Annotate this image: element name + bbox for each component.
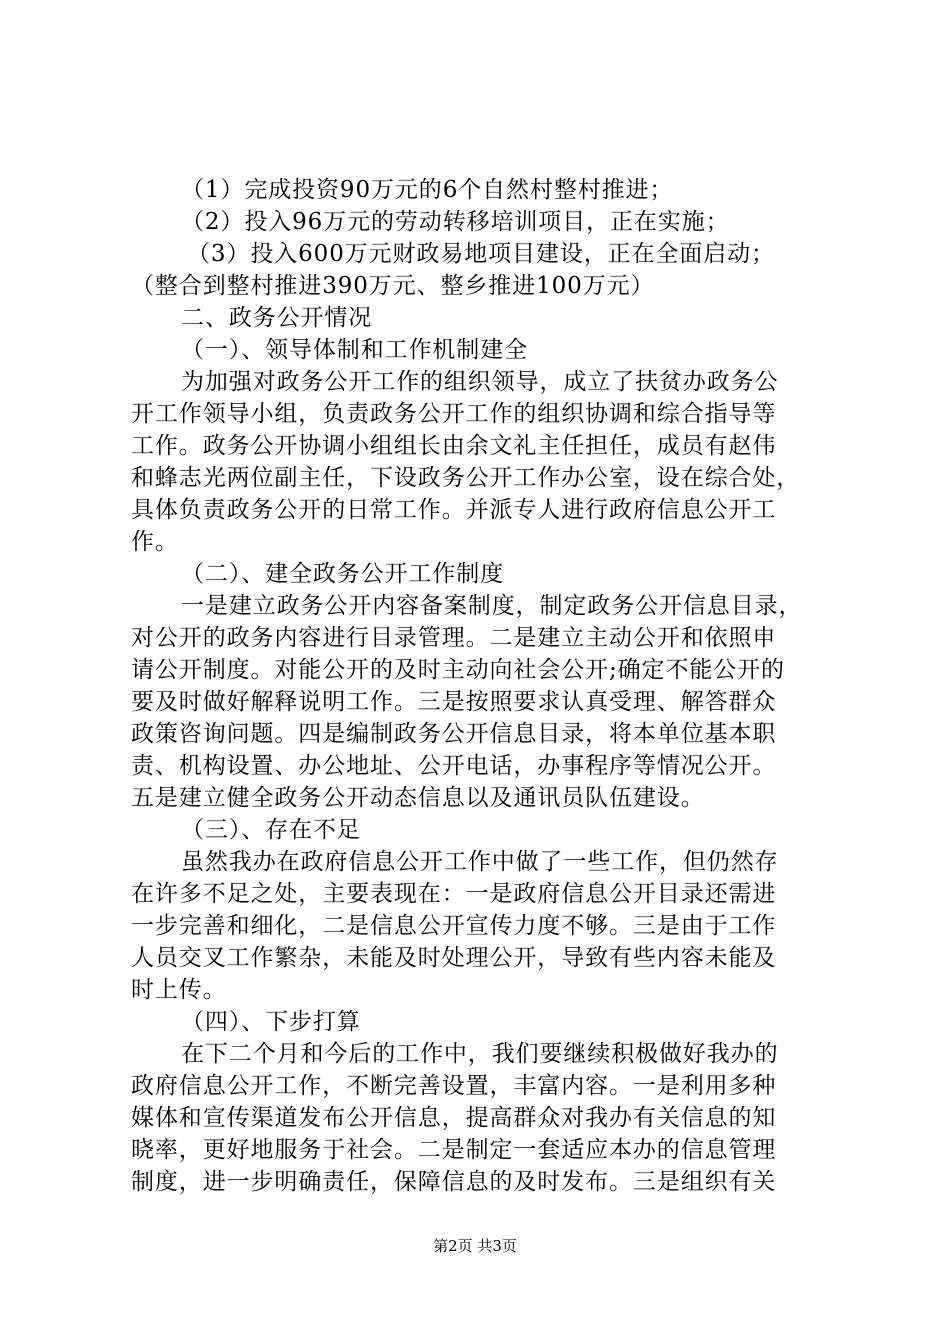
text-line: 五是建立健全政务公开动态信息以及通讯员队伍建设。 xyxy=(131,785,705,811)
text-line: 要及时做好解释说明工作。三是按照要求认真受理、解答群众 xyxy=(131,689,777,715)
text-line: （2）投入96万元的劳动转移培训项目，正在实施； xyxy=(181,209,730,235)
text-line: 媒体和宣传渠道发布公开信息，提高群众对我办有关信息的知 xyxy=(131,1105,777,1131)
text-line: 请公开制度。对能公开的及时主动向社会公开;确定不能公开的 xyxy=(131,657,785,683)
text-line: 一步完善和细化，二是信息公开宣传力度不够。三是由于工作 xyxy=(131,913,777,939)
text-line: 制度，进一步明确责任，保障信息的及时发布。三是组织有关 xyxy=(131,1169,777,1195)
text-line: 虽然我办在政府信息公开工作中做了一些工作，但仍然存 xyxy=(181,849,779,875)
text-line: 对公开的政务内容进行目录管理。二是建立主动公开和依照申 xyxy=(131,625,777,651)
text-line: 二、政务公开情况 xyxy=(181,305,373,331)
text-line: （二）、建全政务公开工作制度 xyxy=(181,561,505,587)
text-line: （三）、存在不足 xyxy=(181,817,361,843)
text-line: 政府信息公开工作，不断完善设置，丰富内容。一是利用多种 xyxy=(131,1073,777,1099)
text-line: 政策咨询问题。四是编制政务公开信息目录，将本单位基本职 xyxy=(131,721,777,747)
text-line: 作。 xyxy=(131,529,179,555)
text-line: 开工作领导小组，负责政务公开工作的组织协调和综合指导等 xyxy=(131,401,777,427)
text-line: 在许多不足之处，主要表现在：一是政府信息公开目录还需进 xyxy=(131,881,777,907)
text-line: （1）完成投资90万元的6个自然村整村推进； xyxy=(181,177,674,203)
text-line: （四）、下步打算 xyxy=(181,1009,361,1035)
text-line: 为加强对政务公开工作的组织领导，成立了扶贫办政务公 xyxy=(181,369,779,395)
text-line: （整合到整村推进390万元、整乡推进100万元） xyxy=(131,273,655,299)
text-line: 一是建立政务公开内容备案制度，制定政务公开信息目录， xyxy=(181,593,803,619)
text-line: （3）投入600万元财政易地项目建设，正在全面启动； xyxy=(187,241,775,267)
text-line: 工作。政务公开协调小组组长由余文礼主任担任，成员有赵伟 xyxy=(131,433,777,459)
text-line: 人员交叉工作繁杂，未能及时处理公开，导致有些内容未能及 xyxy=(131,945,777,971)
document-body xyxy=(131,174,831,1198)
text-line: 晓率，更好地服务于社会。二是制定一套适应本办的信息管理 xyxy=(131,1137,777,1163)
text-line: 在下二个月和今后的工作中，我们要继续积极做好我办的 xyxy=(181,1041,779,1067)
text-line: （一）、领导体制和工作机制建全 xyxy=(181,337,528,363)
page-footer: 第2页 共3页 xyxy=(433,1237,517,1255)
text-line: 时上传。 xyxy=(131,977,227,1003)
text-line: 具体负责政务公开的日常工作。并派专人进行政府信息公开工 xyxy=(131,497,777,523)
text-line: 责、机构设置、办公地址、公开电话，办事程序等情况公开。 xyxy=(131,753,777,779)
text-line: 和蜂志光两位副主任，下设政务公开工作办公室，设在综合处， xyxy=(131,465,801,491)
